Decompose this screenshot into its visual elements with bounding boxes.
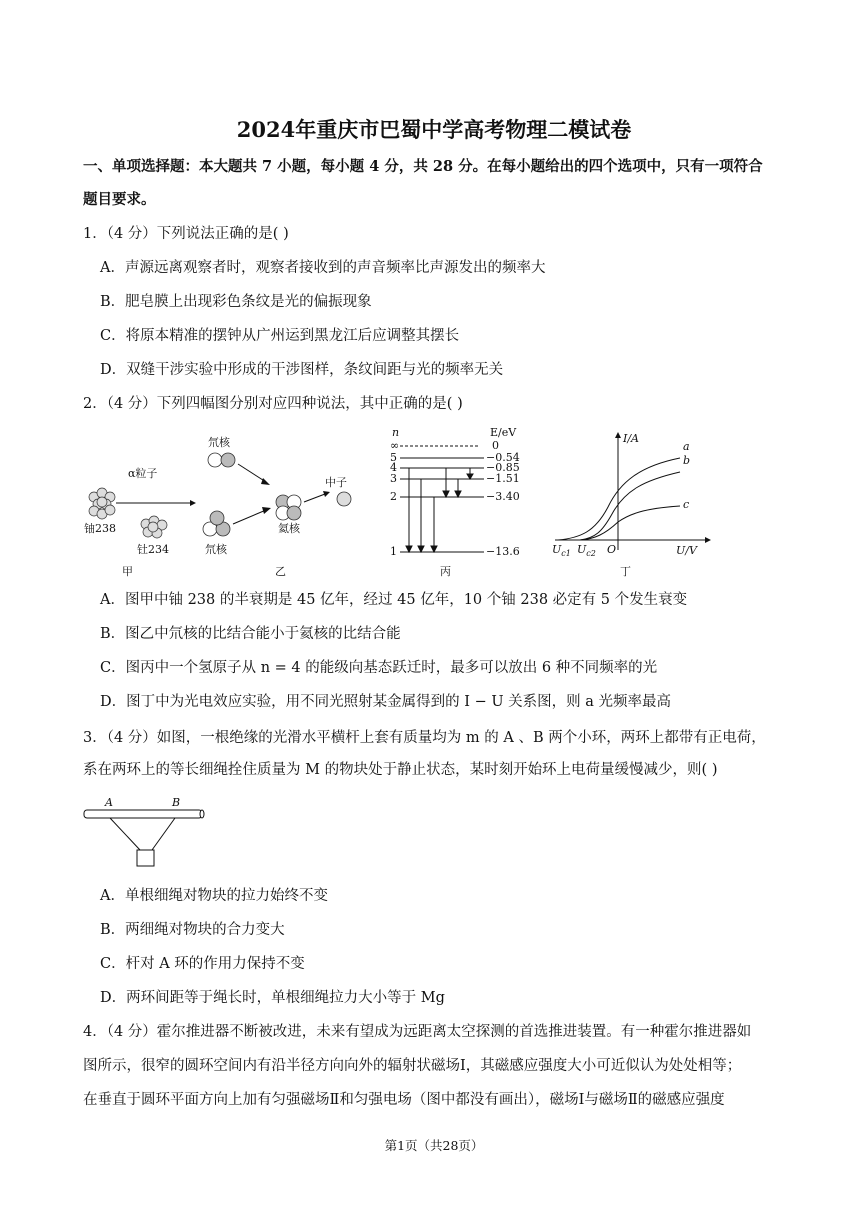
ring-b-label: B xyxy=(172,796,181,809)
q1-option-b: B．肥皂膜上出现彩色条纹是光的偏振现象 xyxy=(100,294,372,310)
level-1-n: 1 xyxy=(390,545,397,558)
u238-nucleus-icon xyxy=(89,488,115,519)
level-2-n: 2 xyxy=(390,490,397,503)
caption-yi: 乙 xyxy=(275,565,286,578)
q2-figure xyxy=(80,422,720,582)
uc1-label: $U_{c1}$ xyxy=(552,543,571,558)
q1-option-a: A．声源远离观察者时，观察者接收到的声音频率比声源发出的频率大 xyxy=(100,260,546,276)
block-icon xyxy=(137,850,154,866)
q3-option-d: D．两环间距等于绳长时，单根细绳拉力大小等于 Mg xyxy=(100,990,445,1006)
level-3-n: 3 xyxy=(390,472,397,485)
curve-c-label: c xyxy=(683,498,690,511)
q3-figure xyxy=(80,790,210,870)
curve-b-label: b xyxy=(683,454,691,467)
helium-nucleus-icon xyxy=(276,495,301,520)
curve-a-label: a xyxy=(683,440,690,453)
q2-option-a: A．图甲中铀 238 的半衰期是 45 亿年，经过 45 亿年，10 个铀 238 必定有 5 个发生衰变 xyxy=(100,592,688,608)
th234-nucleus-icon xyxy=(141,516,167,538)
q1-option-c: C．将原本精准的摆钟从广州运到黑龙江后应调整其摆长 xyxy=(100,328,460,344)
q4-line1: 4．（4 分）霍尔推进器不断被改进，未来有望成为远距离太空探测的首选推进装置。有一种霍尔推进器如 xyxy=(83,1024,752,1040)
figure-jia xyxy=(84,466,196,578)
level-3-e: −1.51 xyxy=(486,472,520,485)
caption-ding: 丁 xyxy=(620,565,631,578)
neutron-label: 中子 xyxy=(325,476,347,489)
energy-axis-label: E/eV xyxy=(490,426,517,439)
level-1-e: −13.6 xyxy=(486,545,520,558)
q2-option-c: C．图丙中一个氢原子从 n = 4 的能级向基态跃迁时，最多可以放出 6 种不同频率的光 xyxy=(100,660,658,676)
deuteron-label-1: 氘核 xyxy=(208,436,230,449)
q4-line3: 在垂直于圆环平面方向上加有匀强磁场Ⅱ和匀强电场（图中都没有画出），磁场Ⅰ与磁场Ⅱ的磁感应强度 xyxy=(83,1092,725,1108)
q2-option-d: D．图丁中为光电效应实验，用不同光照射某金属得到的 I − U 关系图，则 a 光频率最高 xyxy=(100,694,672,710)
level-4-e: −0.85 xyxy=(486,461,520,474)
level-4-n: 4 xyxy=(390,461,397,474)
i-axis-label: I/A xyxy=(623,432,639,445)
caption-bing: 丙 xyxy=(440,565,451,578)
q2-stem: 2．（4 分）下列四幅图分别对应四种说法，其中正确的是( ) xyxy=(83,396,463,412)
q3-stem-line2: 系在两环上的等长细绳拴住质量为 M 的物块处于静止状态，某时刻开始环上电荷量缓慢减少，则( ) xyxy=(83,762,718,778)
helium-label: 氦核 xyxy=(278,522,300,535)
n-label: n xyxy=(392,426,400,439)
q3-option-c: C．杆对 A 环的作用力保持不变 xyxy=(100,956,305,972)
level-2-e: −3.40 xyxy=(486,490,520,503)
figure-yi xyxy=(203,435,351,578)
level-inf-e: 0 xyxy=(492,439,499,452)
q4-line2: 图所示，很窄的圆环空间内有沿半径方向向外的辐射状磁场Ⅰ，其磁感应强度大小可近似认为处处相等； xyxy=(83,1058,742,1074)
q1-option-d: D．双缝干涉实验中形成的干涉图样，条纹间距与光的频率无关 xyxy=(100,362,504,378)
u-axis-label: U/V xyxy=(676,544,697,557)
q2-option-b: B．图乙中氘核的比结合能小于氦核的比结合能 xyxy=(100,626,401,642)
caption-jia: 甲 xyxy=(122,565,133,578)
level-5-e: −0.54 xyxy=(486,451,520,464)
q1-stem: 1．（4 分）下列说法正确的是( ) xyxy=(83,226,289,242)
alpha-label: α粒子 xyxy=(128,467,158,480)
page-footer: 第1页（共28页） xyxy=(384,1138,484,1153)
q3-stem-line1: 3．（4 分）如图，一根绝缘的光滑水平横杆上套有质量均为 m 的 A 、B 两个小环，两环上都带有正电荷， xyxy=(83,730,766,746)
section-header-line1: 一、单项选择题：本大题共 7 小题，每小题 4 分，共 28 分。在每小题给出的四个选项中，只有一项符合 xyxy=(83,158,763,175)
u238-label: 铀238 xyxy=(84,522,116,535)
origin-label: O xyxy=(607,543,617,556)
figure-bing xyxy=(390,426,520,578)
figure-ding xyxy=(552,432,711,578)
ring-a-label: A xyxy=(105,796,113,809)
page-title: 2024年重庆市巴蜀中学高考物理二模试卷 xyxy=(236,117,632,142)
deuteron-label-2: 氘核 xyxy=(205,543,227,556)
uc2-label: $U_{c2}$ xyxy=(577,543,596,558)
q3-option-a: A．单根细绳对物块的拉力始终不变 xyxy=(100,888,328,904)
th234-label: 钍234 xyxy=(137,543,169,556)
q3-option-b: B．两细绳对物块的合力变大 xyxy=(100,922,285,938)
level-5-n: 5 xyxy=(390,451,397,464)
level-inf-n: ∞ xyxy=(390,439,400,452)
section-header-line2: 题目要求。 xyxy=(83,191,156,208)
